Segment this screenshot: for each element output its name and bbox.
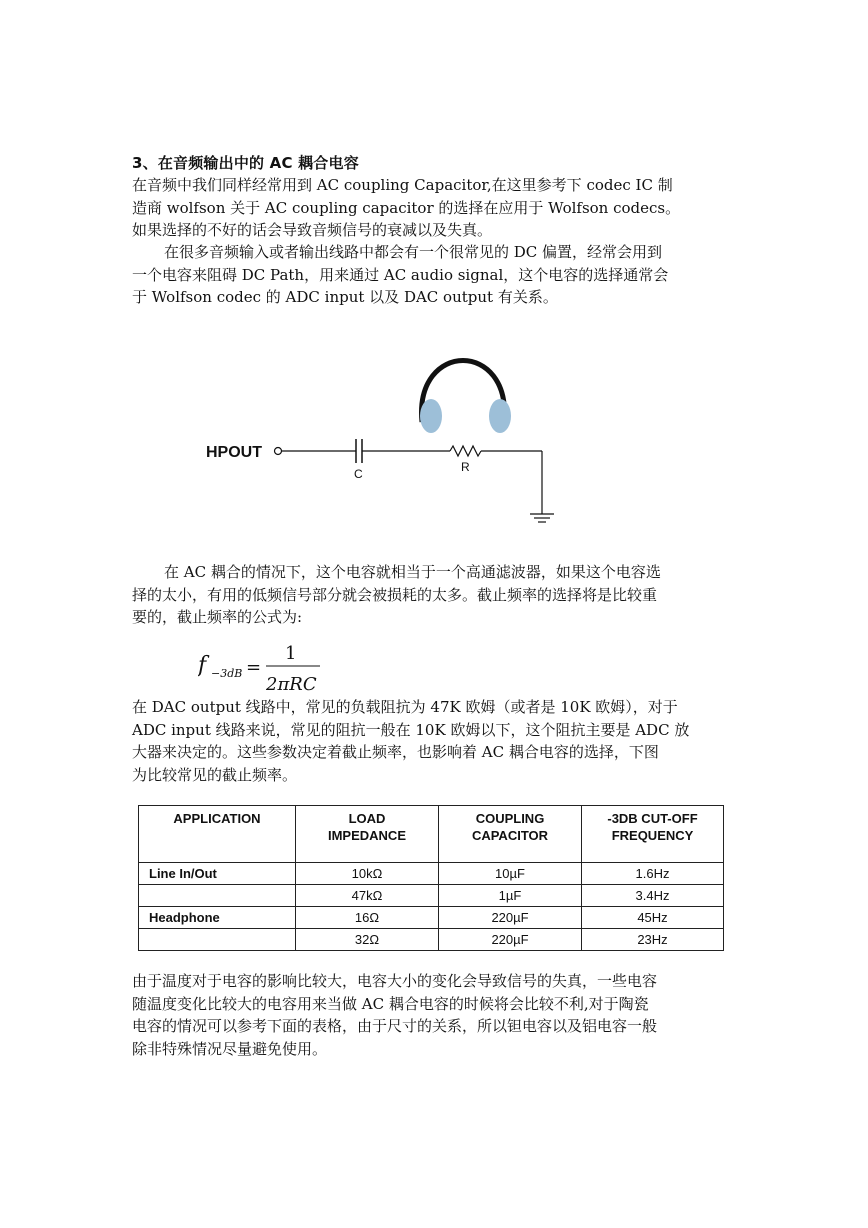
text-line: 要的，截止频率的公式为: [132,608,303,626]
text-line: 在 DAC output 线路中，常见的负载阻抗为 47K 欧姆（或者是 10K 欧姆），对于 [132,698,678,716]
header-cutoff-frequency: -3DB CUT-OFF FREQUENCY [582,806,724,863]
text-line: 随温度变化比较大的电容用来当做 AC 耦合电容的时候将会比较不利,对于陶瓷 [132,994,649,1013]
text-line: 大器来决定的。这些参数决定着截止频率，也影响着 AC 耦合电容的选择，下图 [132,743,659,761]
ground-icon [530,514,554,522]
left-earcup-icon [420,399,442,433]
cell-capacitor: 220µF [439,907,582,929]
text-line: ADC input 线路来说，常见的阻抗一般在 10K 欧姆以下，这个阻抗主要是 ADC 放 [132,720,690,739]
section-title: 3、在音频输出中的 AC 耦合电容 [132,154,359,172]
cell-capacitor: 1µF [439,885,582,907]
headphone-circuit-diagram [200,330,580,540]
paragraph-high-pass [132,561,738,629]
text-line: 电容的情况可以参考下面的表格，由于尺寸的关系，所以钽电容以及铝电容一般 [132,1017,658,1035]
formula-denominator: 2πRC [266,674,317,695]
cell-frequency: 45Hz [582,907,724,929]
header-application: APPLICATION [139,806,296,863]
table-row [139,907,724,929]
resistor-label: R [461,460,470,474]
formula-numerator: 1 [285,643,297,664]
table-header-row [139,806,724,863]
text-line: 除非特殊情况尽量避免使用。 [132,1039,328,1058]
text-line: 如果选择的不好的话会导致音频信号的衰减以及失真。 [132,221,493,239]
cell-application [139,929,296,951]
cell-frequency: 23Hz [582,929,724,951]
text-line: 造商 wolfson 关于 AC coupling capacitor 的选择在应用于 Wolfson codecs。 [132,198,681,217]
cell-load: 47kΩ [296,885,439,907]
hpout-label: HPOUT [206,444,262,461]
output-terminal [275,448,282,455]
capacitor-label: C [354,467,363,481]
formula-subscript: −3dB [211,667,243,680]
cell-load: 16Ω [296,907,439,929]
text-line: 于 Wolfson codec 的 ADC input 以及 DAC output 有关系。 [132,288,558,306]
table-row [139,929,724,951]
text-line: 择的太小，有用的低频信号部分就会被损耗的太多。截止频率的选择将是比较重 [132,585,658,604]
resistor-symbol [450,446,481,456]
text-line: 在音频中我们同样经常用到 AC coupling Capacitor,在这里参考下 codec IC 制 [132,176,673,194]
cell-frequency: 3.4Hz [582,885,724,907]
paragraph-dc-bias [132,241,738,309]
header-load-impedance: LOAD IMPEDANCE [296,806,439,863]
header-coupling-capacitor: COUPLING CAPACITOR [439,806,582,863]
cell-application: Headphone [139,907,296,929]
paragraph-load-impedance [132,696,738,786]
right-earcup-icon [489,399,511,433]
table-row [139,885,724,907]
formula-equals: = [246,657,262,678]
cell-capacitor: 220µF [439,929,582,951]
cell-frequency: 1.6Hz [582,863,724,885]
paragraph-intro [132,174,738,242]
formula-f: f [198,653,207,678]
paragraph-temperature [132,970,738,1060]
text-line: 为比较常见的截止频率。 [132,765,298,784]
text-line: 由于温度对于电容的影响比较大，电容大小的变化会导致信号的失真，一些电容 [132,972,658,990]
text-line: 一个电容来阻碍 DC Path，用来通过 AC audio signal，这个电容的选择通常会 [132,265,669,284]
cutoff-frequency-table [138,805,724,951]
text-line: 在很多音频输入或者输出线路中都会有一个很常见的 DC 偏置，经常会用到 [164,243,663,261]
text-line: 在 AC 耦合的情况下，这个电容就相当于一个高通滤波器，如果这个电容选 [164,563,661,581]
table-row [139,863,724,885]
cell-capacitor: 10µF [439,863,582,885]
cutoff-frequency-formula [198,638,328,696]
cell-application [139,885,296,907]
cell-load: 32Ω [296,929,439,951]
cell-application: Line In/Out [139,863,296,885]
cell-load: 10kΩ [296,863,439,885]
